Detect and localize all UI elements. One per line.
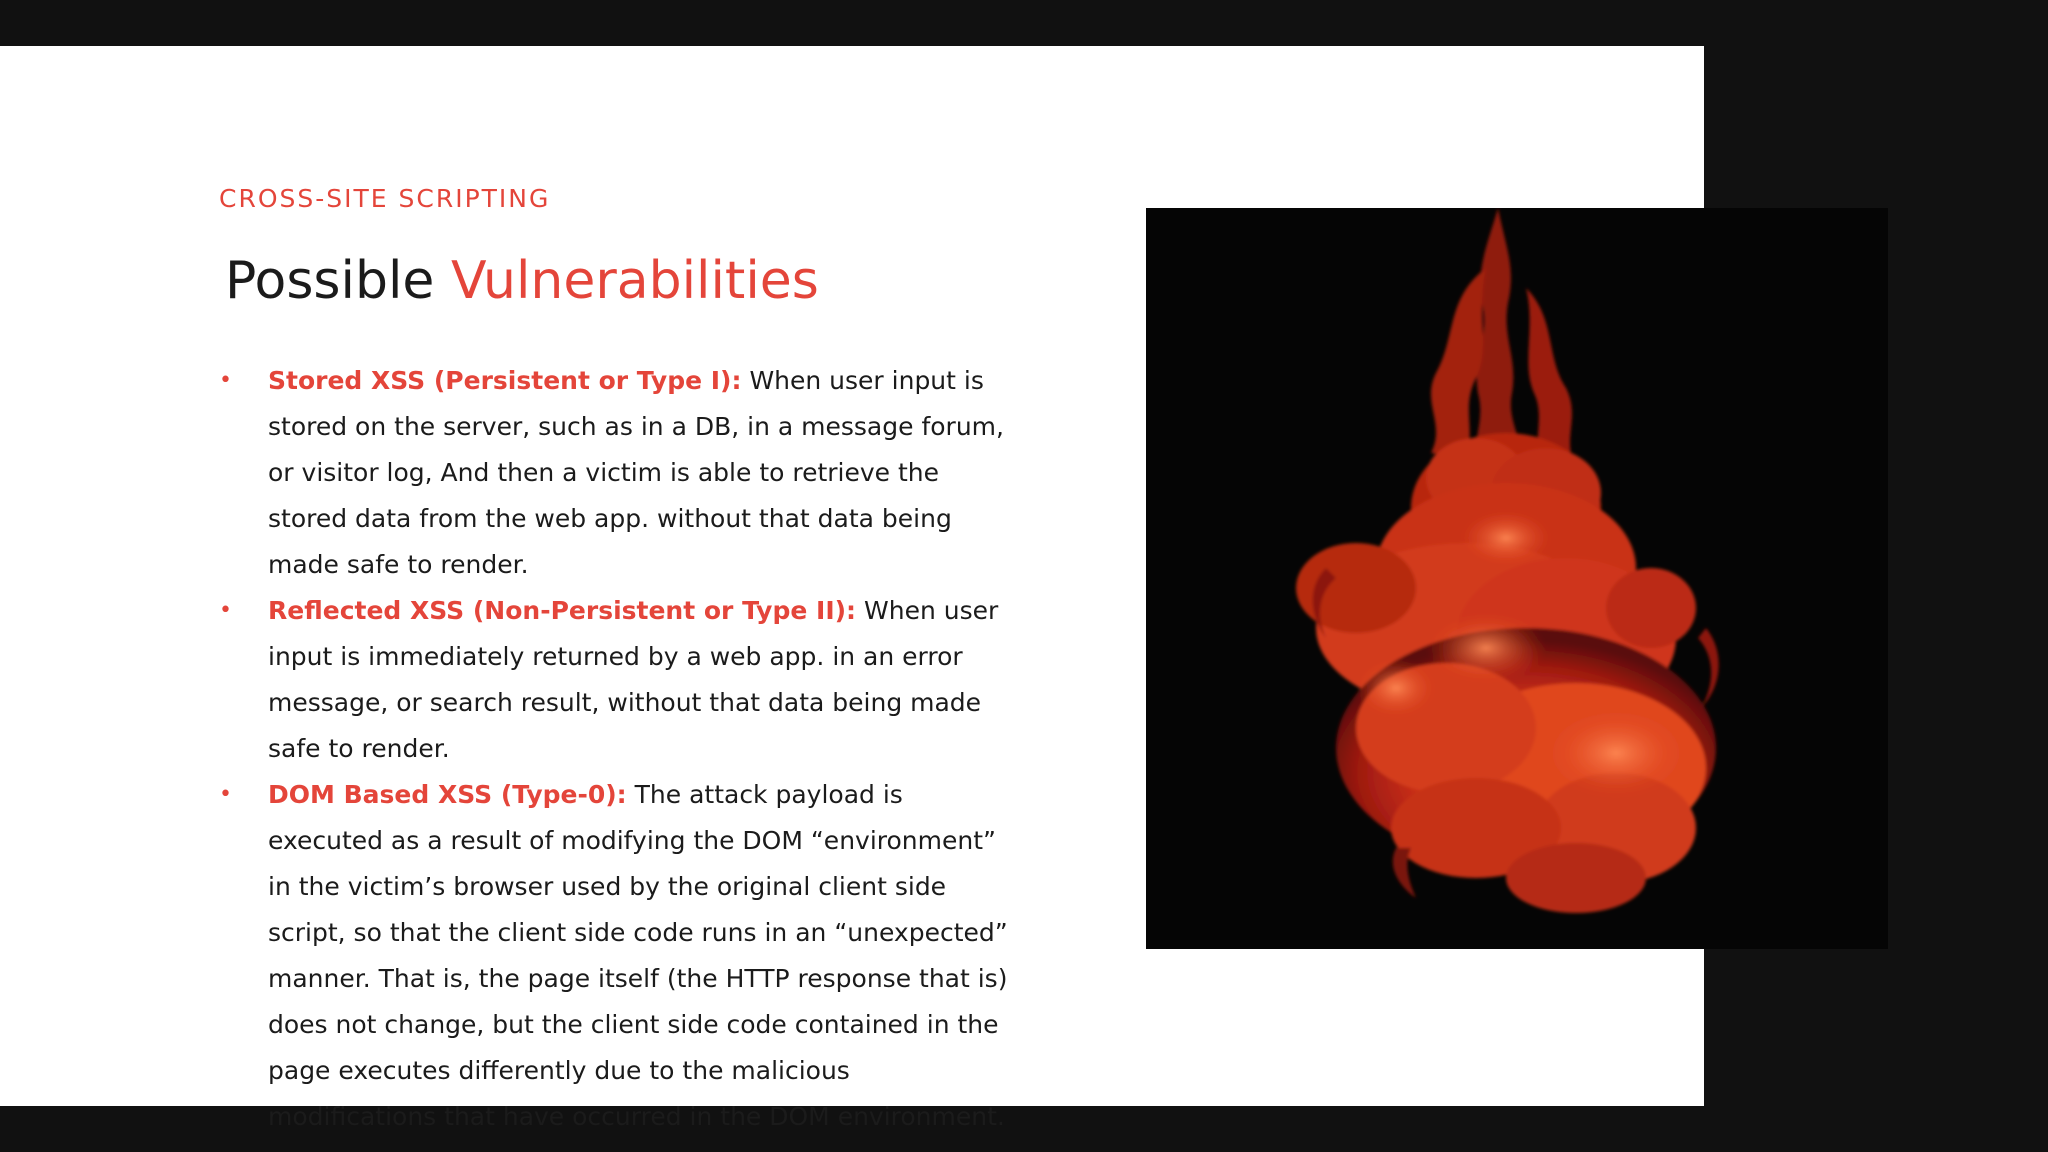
list-item — [219, 588, 1019, 772]
red-ink-cloud-image — [1146, 208, 1888, 949]
title-part-2: Vulnerabilities — [450, 251, 819, 311]
bullet-dot-icon: • — [219, 782, 232, 807]
vulnerability-list — [219, 358, 1019, 1140]
bullet-text: When user input is stored on the server, such as in a DB, in a message forum, or visitor log, And then a victim is able to retrieve the stored data from the web app. without that data being made safe to render. — [268, 366, 1004, 579]
bullet-dot-icon: • — [219, 368, 232, 393]
slide-title — [225, 251, 819, 311]
bullet-text: When user input is immediately returned by a web app. in an error message, or search result, without that data being made safe to render. — [268, 596, 999, 763]
title-part-1: Possible — [225, 251, 435, 311]
bullet-text: The attack payload is executed as a result of modifying the DOM “environment” in the victim’s browser used by the original client side script, so that the client side code runs in an “unexpected” manner. That is, the page itself (the HTTP response that is) does not change, but the client side code contained in the page executes differently due to the malicious modifications that have occurred in the DOM environment. — [268, 780, 1008, 1131]
list-item — [219, 772, 1019, 1140]
bullet-term: DOM Based XSS (Type-0): — [268, 780, 627, 809]
bullet-term: Stored XSS (Persistent or Type I): — [268, 366, 742, 395]
list-item — [219, 358, 1019, 588]
section-kicker: CROSS-SITE SCRIPTING — [219, 184, 551, 213]
bullet-dot-icon: • — [219, 598, 232, 623]
bullet-term: Reflected XSS (Non-Persistent or Type II): — [268, 596, 857, 625]
